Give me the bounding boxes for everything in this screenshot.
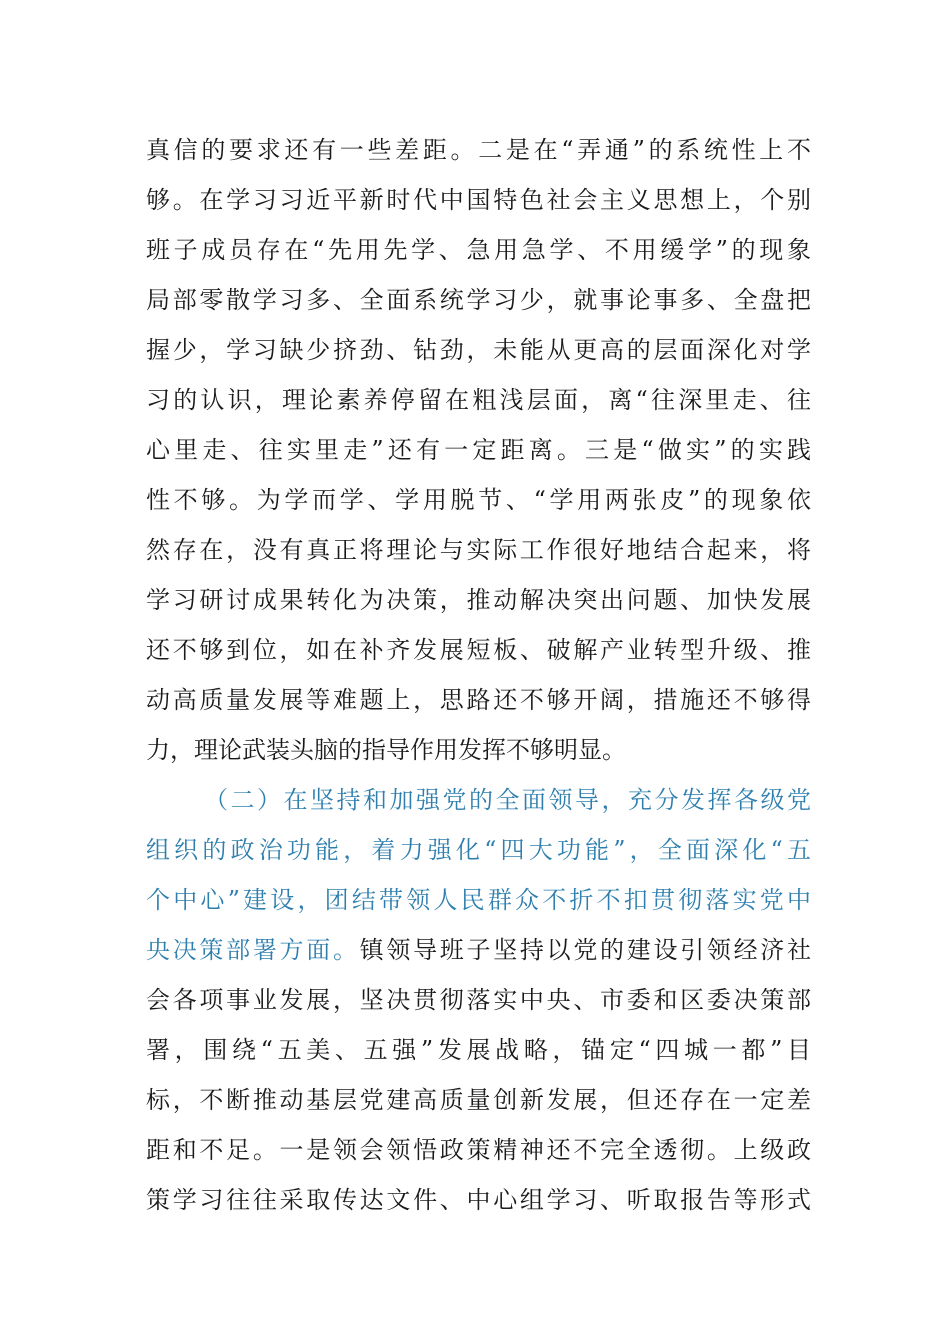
paragraph-line: 力，理论武装头脑的指导作用发挥不够明显。 bbox=[146, 736, 626, 764]
paragraph-line: 握少，学习缺少挤劲、钻劲，未能从更高的层面深化对学 bbox=[146, 336, 811, 364]
paragraph-line: 性不够。为学而学、学用脱节、“学用两张皮”的现象依 bbox=[146, 486, 811, 514]
paragraph-line: 动高质量发展等难题上，思路还不够开阔，措施还不够得 bbox=[146, 686, 811, 714]
paragraph-line: 标，不断推动基层党建高质量创新发展，但还存在一定差 bbox=[146, 1086, 811, 1114]
document-body bbox=[146, 125, 811, 1225]
paragraph-line: 学习研讨成果转化为决策，推动解决突出问题、加快发展 bbox=[146, 586, 811, 614]
paragraph-line: 习的认识，理论素养停留在粗浅层面，离“往深里走、往 bbox=[146, 386, 811, 414]
paragraph-line: 距和不足。一是领会领悟政策精神还不完全透彻。上级政 bbox=[146, 1136, 811, 1164]
section-heading-end: 央决策部署方面。 bbox=[146, 936, 360, 964]
paragraph-line: 会各项事业发展，坚决贯彻落实中央、市委和区委决策部 bbox=[146, 986, 811, 1014]
section-heading-line: 组织的政治功能，着力强化“四大功能”，全面深化“五 bbox=[146, 836, 811, 864]
paragraph-line: 还不够到位，如在补齐发展短板、破解产业转型升级、推 bbox=[146, 636, 811, 664]
paragraph-line: 够。在学习习近平新时代中国特色社会主义思想上，个别 bbox=[146, 186, 811, 214]
section-body-start: 镇领导班子坚持以党的建设引领经济社 bbox=[359, 936, 812, 964]
section-heading-line: （二）在坚持和加强党的全面领导，充分发挥各级党 bbox=[204, 786, 811, 814]
paragraph-line: 心里走、往实里走”还有一定距离。三是“做实”的实践 bbox=[146, 436, 811, 464]
paragraph-line: 策学习往往采取传达文件、中心组学习、听取报告等形式 bbox=[146, 1186, 811, 1214]
section-heading-line: 个中心”建设，团结带领人民群众不折不扣贯彻落实党中 bbox=[146, 886, 811, 914]
paragraph-line: 局部零散学习多、全面系统学习少，就事论事多、全盘把 bbox=[146, 286, 811, 314]
paragraph-line: 真信的要求还有一些差距。二是在“弄通”的系统性上不 bbox=[146, 136, 811, 164]
paragraph-line: 署，围绕“五美、五强”发展战略，锚定“四城一都”目 bbox=[146, 1036, 811, 1064]
paragraph-line bbox=[146, 925, 811, 975]
paragraph-line: 然存在，没有真正将理论与实际工作很好地结合起来，将 bbox=[146, 536, 811, 564]
paragraph-line: 班子成员存在“先用先学、急用急学、不用缓学”的现象 bbox=[146, 236, 811, 264]
